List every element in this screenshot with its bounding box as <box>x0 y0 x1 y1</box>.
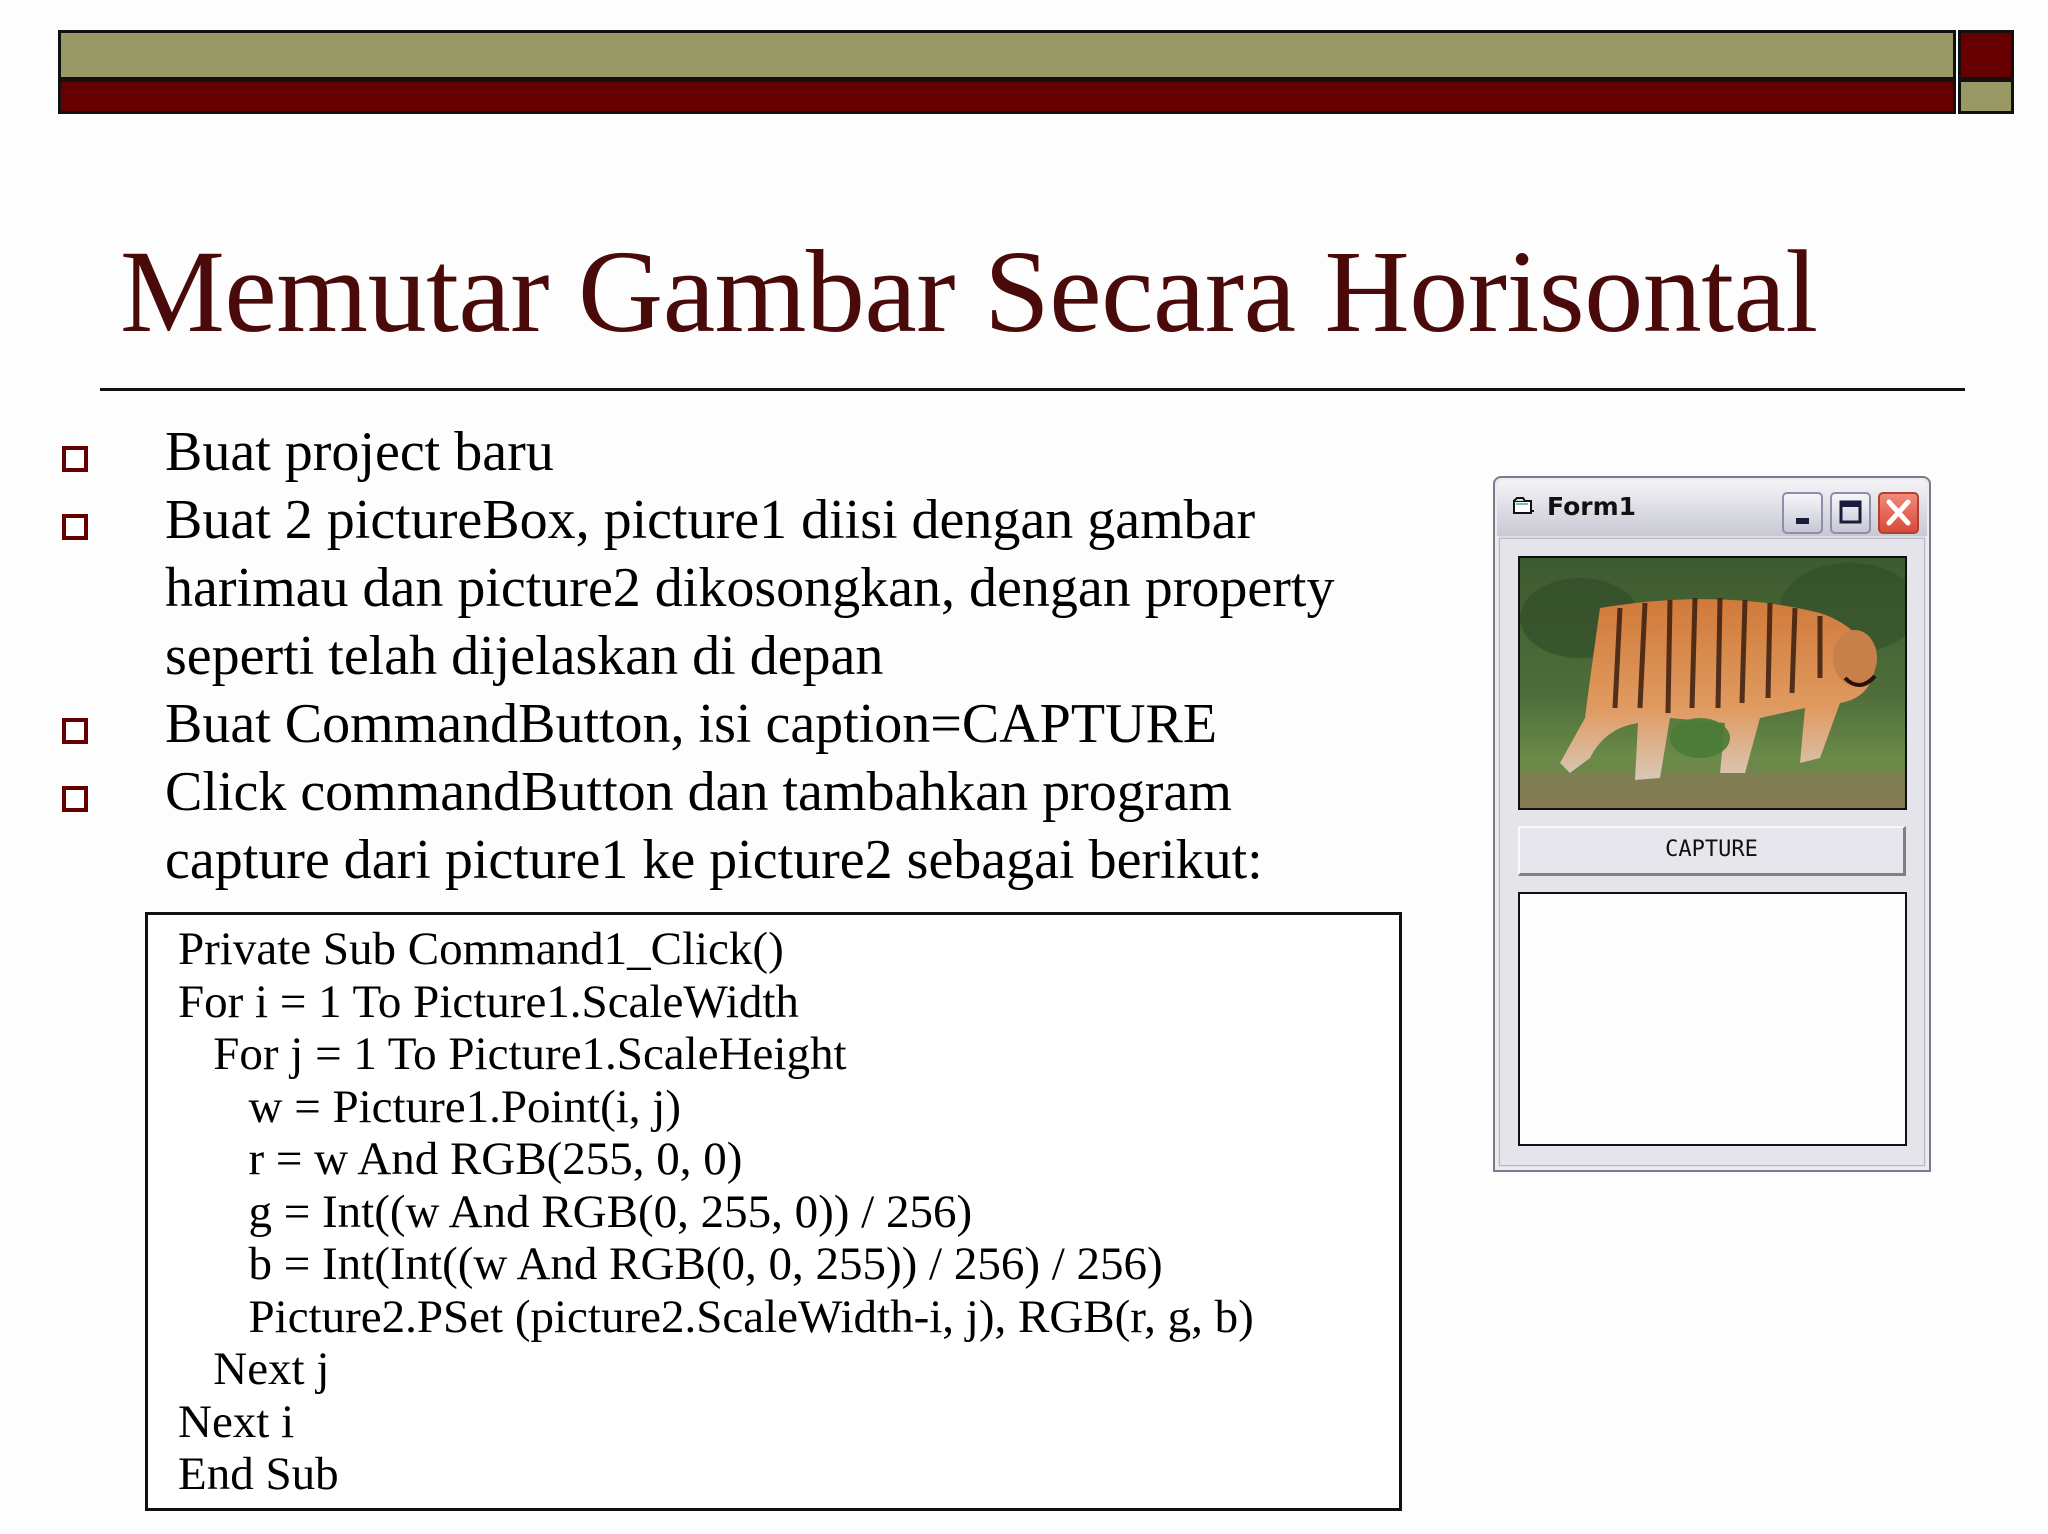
slide-title: Memutar Gambar Secara Horisontal <box>120 226 1818 357</box>
minimize-button[interactable] <box>1782 492 1823 534</box>
form-icon <box>1513 497 1535 515</box>
bullet-item <box>0 758 1440 894</box>
code-line: Picture2.PSet (picture2.ScaleWidth-i, j), RGB(r, g, b) <box>178 1290 1254 1343</box>
code-line: Next j <box>178 1343 330 1395</box>
tiger-image <box>1520 558 1905 808</box>
bullet-line: seperti telah dijelaskan di depan <box>165 625 884 687</box>
window-titlebar[interactable] <box>1497 480 1927 536</box>
banner-red-square <box>1958 30 2014 80</box>
code-line: Private Sub Command1_Click() <box>178 923 784 975</box>
header-banner <box>58 30 2014 114</box>
bullet-line: Buat project baru <box>165 421 554 483</box>
maximize-button[interactable] <box>1830 492 1871 534</box>
code-block <box>145 912 1402 1511</box>
banner-olive-bar <box>58 30 1956 80</box>
picture1-box <box>1518 556 1907 810</box>
code-line: For j = 1 To Picture1.ScaleHeight <box>178 1028 847 1080</box>
window-title: Form1 <box>1547 492 1637 521</box>
close-icon <box>1880 494 1917 532</box>
square-bullet-icon <box>62 786 88 812</box>
capture-button[interactable]: CAPTURE <box>1518 826 1906 876</box>
banner-olive-square <box>1958 80 2014 114</box>
code-line: For i = 1 To Picture1.ScaleWidth <box>178 975 799 1028</box>
code-line: b = Int(Int((w And RGB(0, 0, 255)) / 256) / 256) <box>178 1238 1163 1290</box>
bullet-item <box>0 418 1440 486</box>
picture2-box <box>1518 892 1907 1146</box>
bullet-line: capture dari picture1 ke picture2 sebagai berikut: <box>165 829 1263 891</box>
maximize-icon <box>1832 494 1869 532</box>
square-bullet-icon <box>62 718 88 744</box>
code-line: Next i <box>178 1395 295 1448</box>
square-bullet-icon <box>62 446 88 472</box>
bullet-line: Click commandButton dan tambahkan program <box>165 761 1232 823</box>
code-line: End Sub <box>178 1448 339 1500</box>
bullet-line: Buat 2 pictureBox, picture1 diisi dengan gambar <box>165 489 1256 551</box>
bullet-item <box>0 486 1440 690</box>
bullet-line: harimau dan picture2 dikosongkan, dengan property <box>165 557 1335 619</box>
banner-red-bar <box>58 80 1956 114</box>
bullet-list <box>0 418 1440 894</box>
code-line: r = w And RGB(255, 0, 0) <box>178 1133 743 1185</box>
bullet-line: Buat CommandButton, isi caption=CAPTURE <box>165 693 1218 755</box>
title-divider <box>100 388 1965 391</box>
code-line: w = Picture1.Point(i, j) <box>178 1080 682 1133</box>
minimize-icon <box>1784 494 1821 532</box>
square-bullet-icon <box>62 514 88 540</box>
close-button[interactable] <box>1878 492 1919 534</box>
bullet-item <box>0 690 1440 758</box>
code-line: g = Int((w And RGB(0, 255, 0)) / 256) <box>178 1185 973 1238</box>
